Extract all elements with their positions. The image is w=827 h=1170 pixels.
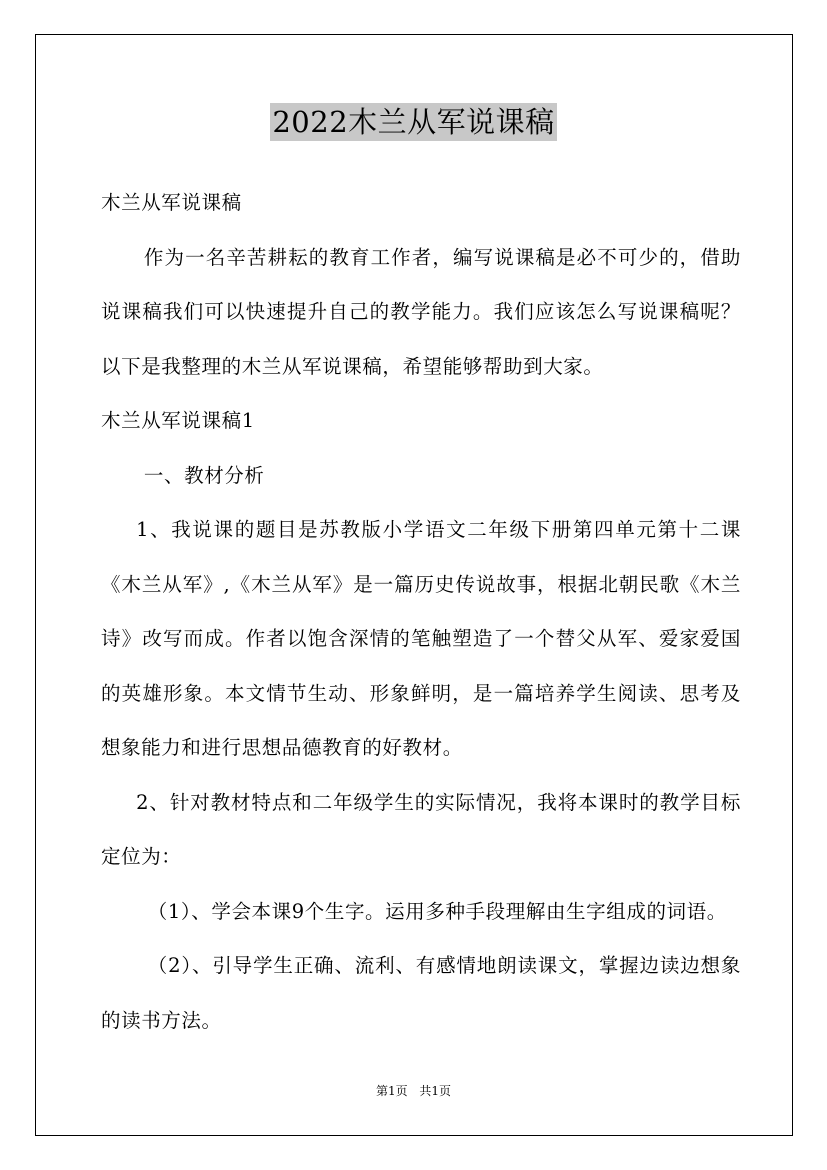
section-heading: 木兰从军说课稿 xyxy=(101,191,242,214)
title-container xyxy=(0,103,827,141)
analysis-heading: 一、教材分析 xyxy=(143,463,265,487)
page-total: 共1页 xyxy=(419,1084,452,1098)
goal-item: （2）、引导学生正确、流利、有感情地朗读课文，掌握边读边想象的读书方法。 xyxy=(101,954,741,1032)
document-title: 2022木兰从军说课稿 xyxy=(272,105,555,139)
page-footer xyxy=(0,1083,827,1099)
page-number: 第1页 xyxy=(375,1084,408,1098)
body-paragraph: 2、针对教材特点和二年级学生的实际情况，我将本课时的教学目标定位为： xyxy=(101,790,741,868)
intro-paragraph: 作为一名辛苦耕耘的教育工作者，编写说课稿是必不可少的，借助说课稿我们可以快速提升自己的教学能力。我们应该怎么写说课稿呢？以下是我整理的木兰从军说课稿，希望能够帮助到大家。 xyxy=(101,245,741,378)
subsection-heading: 木兰从军说课稿1 xyxy=(101,409,255,432)
goal-item: （1）、学会本课9个生字。运用多种手段理解由生字组成的词语。 xyxy=(147,899,727,923)
body-paragraph: 1、我说课的题目是苏教版小学语文二年级下册第四单元第十二课《木兰从军》,《木兰从军》是一篇历史传说故事，根据北朝民歌《木兰诗》改写而成。作者以饱含深情的笔触塑造了一个替父从军、爱家爱国的英雄形象。本文情节生动、形象鲜明，是一篇培养学生阅读、思考及想象能力和进行思想品德教育的好教材。 xyxy=(101,518,741,759)
document-body xyxy=(101,176,741,1048)
